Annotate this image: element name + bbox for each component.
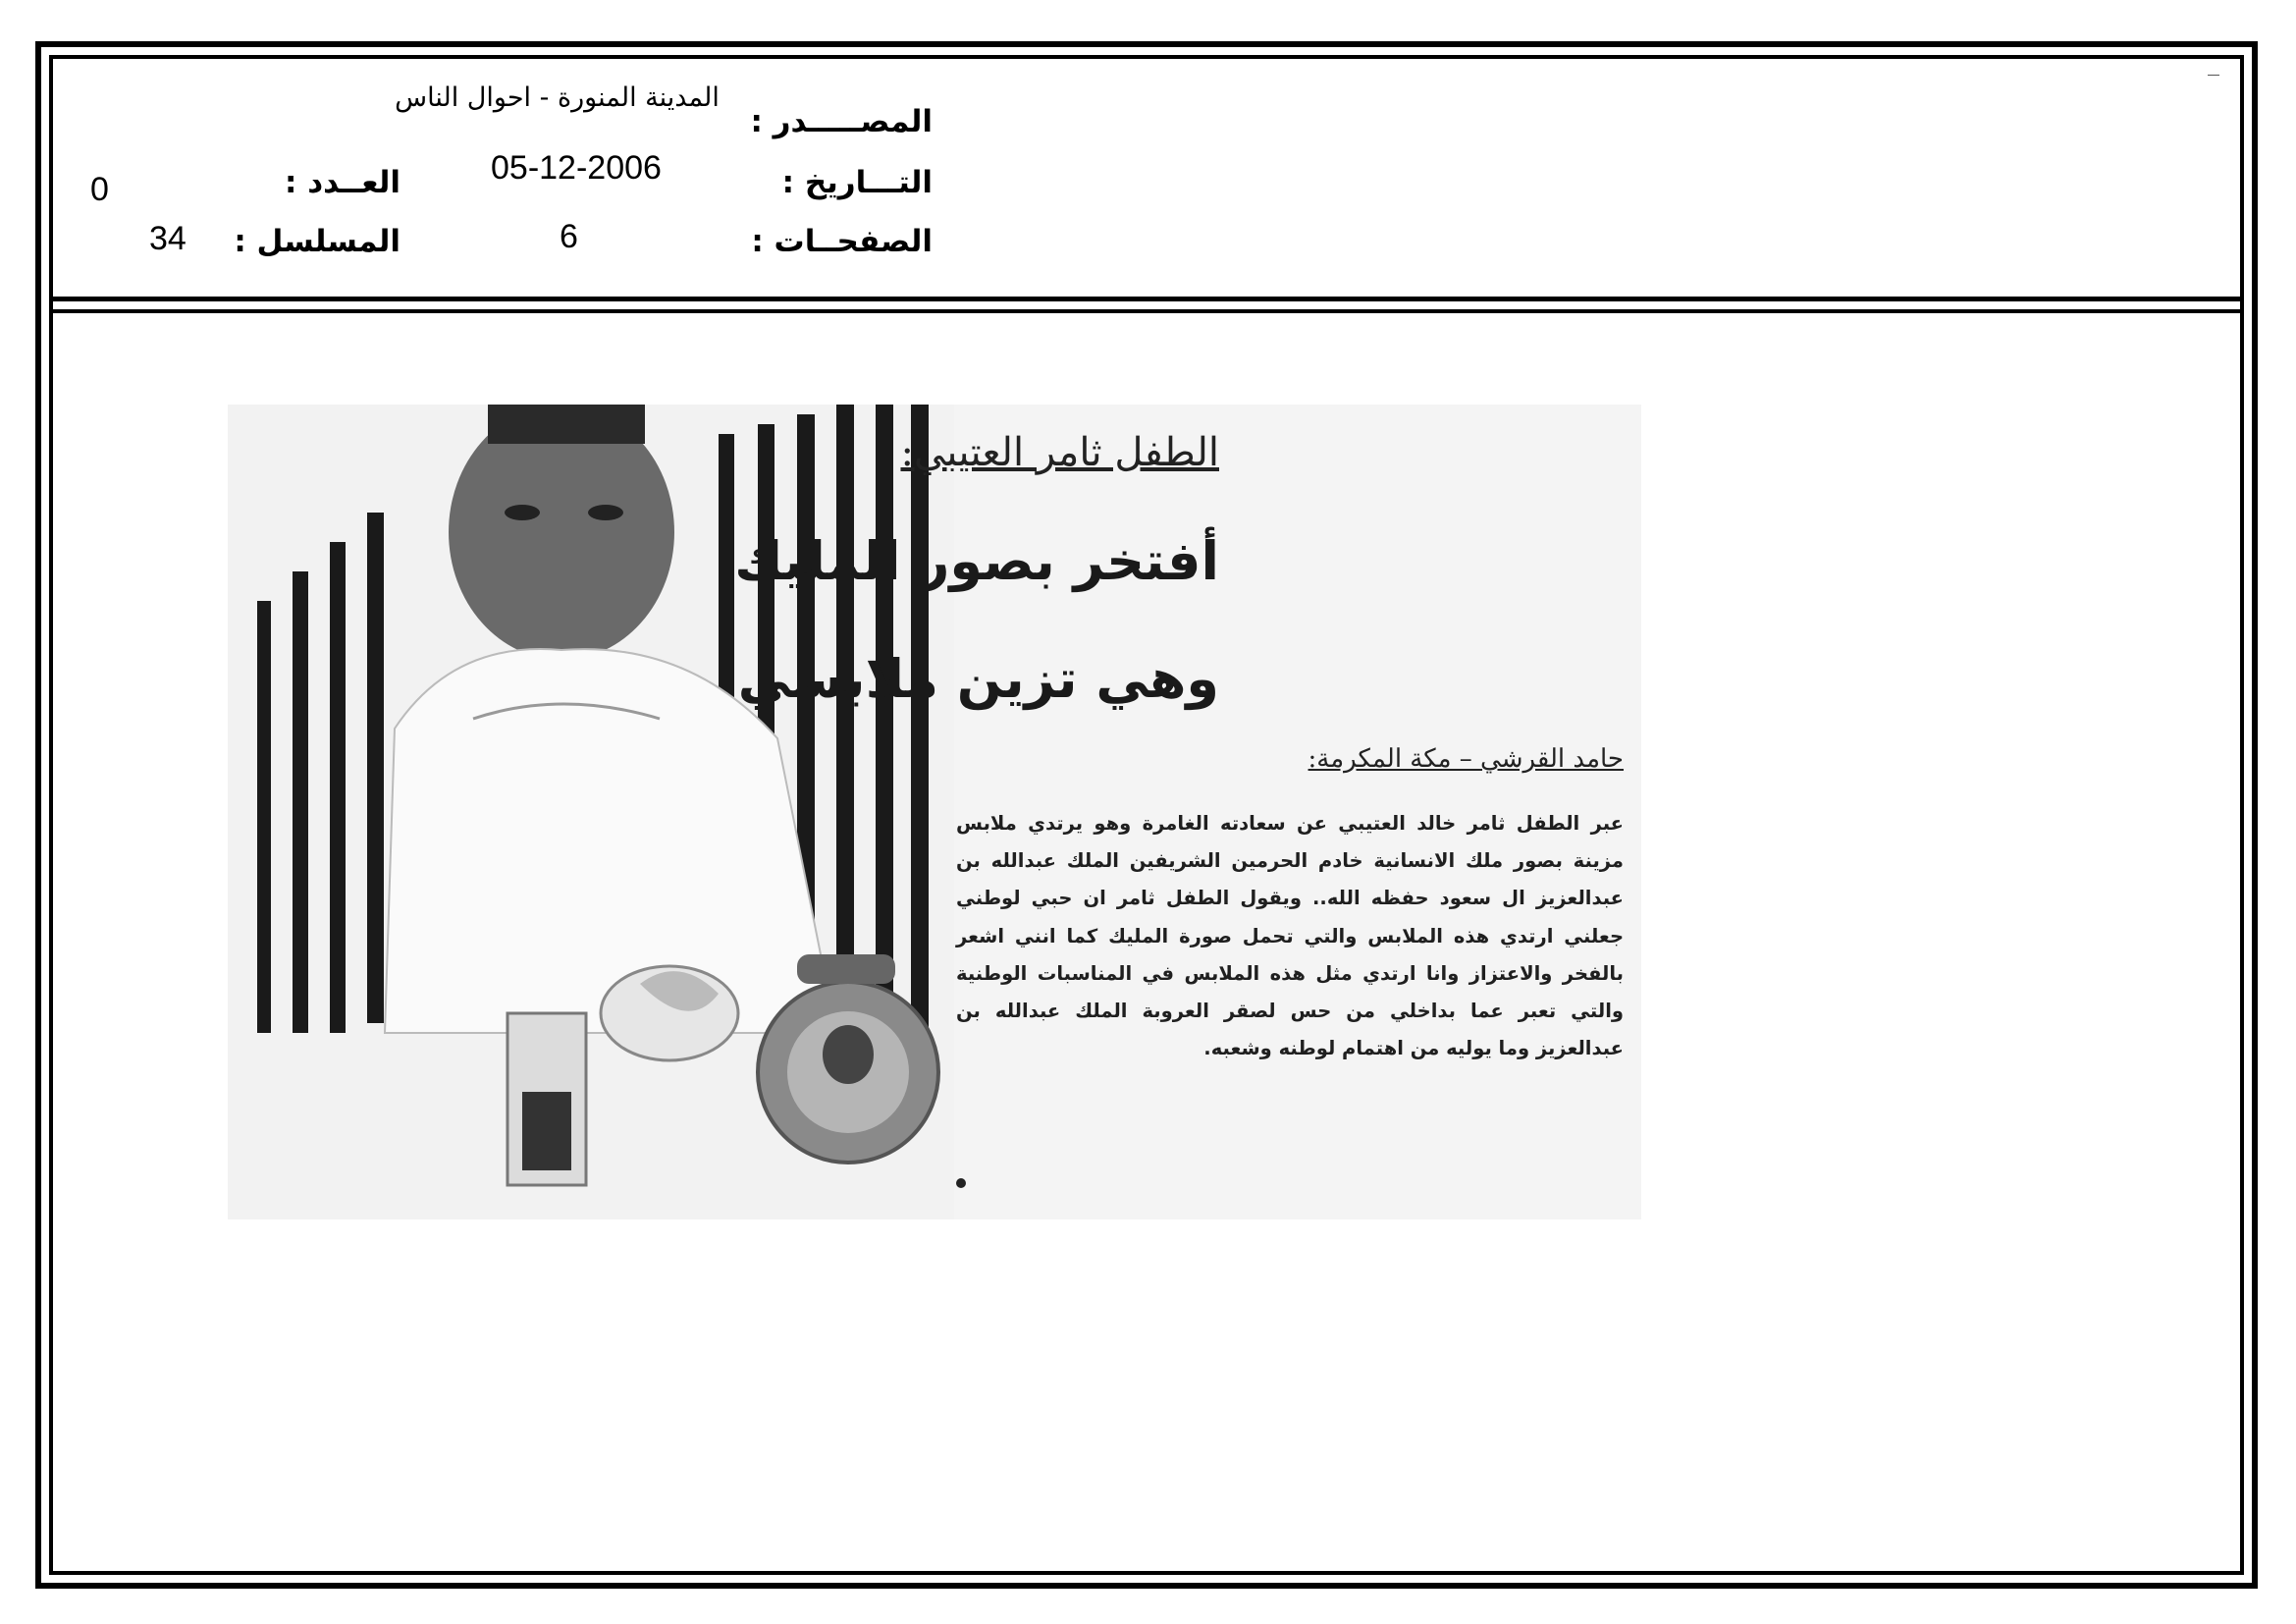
pages-value: 6 bbox=[560, 218, 578, 255]
header-divider-top bbox=[49, 297, 2244, 301]
date-label: التـــاريخ : bbox=[781, 165, 933, 200]
article-headline-line1: أفتخر بصور المليك bbox=[734, 530, 1219, 592]
source-value: المدينة المنورة - احوال الناس bbox=[395, 82, 720, 113]
issue-label: العــدد : bbox=[285, 165, 400, 200]
serial-value: 34 bbox=[149, 220, 187, 257]
header-divider-bottom bbox=[49, 309, 2244, 313]
pages-label: الصفحــات : bbox=[751, 224, 933, 259]
serial-label: المسلسل : bbox=[234, 224, 400, 259]
article-headline-line2: وهي تزين ملابسي bbox=[737, 648, 1219, 710]
article-body: عبر الطفل ثامر خالد العتيبي عن سعادته الغامرة وهو يرتدي ملابس مزينة بصور ملك الانسانية خادم الحرمين الشريفين الملك عبدالله بن عبدالعزيز ال سعود حفظه الله.. ويقول الطفل ثامر ان حبي لوطني جعلني ارتدي هذه الملابس والتي تحمل صورة المليك كما انني اشعر بالفخر والاعتزاز وانا ارتدي مثل هذه الملابس في المناسبات الوطنية والتي تعبر عما بداخلي من حس لصقر العروبة الملك عبدالله بن عبدالعزيز وما يوليه من اهتمام لوطنه وشعبه. bbox=[956, 812, 1624, 1060]
article-kicker: الطفل ثامر العتيبي: bbox=[900, 430, 1219, 475]
stray-dot bbox=[956, 1178, 966, 1188]
article-byline: حامد القرشي – مكة المكرمة: bbox=[1308, 744, 1624, 774]
corner-mark bbox=[2208, 75, 2219, 76]
child-photo bbox=[228, 405, 954, 1219]
newspaper-clipping bbox=[228, 405, 1641, 1219]
date-value: 05-12-2006 bbox=[491, 149, 662, 187]
issue-value: 0 bbox=[90, 171, 109, 208]
source-label: المصـــــدر : bbox=[750, 104, 933, 139]
